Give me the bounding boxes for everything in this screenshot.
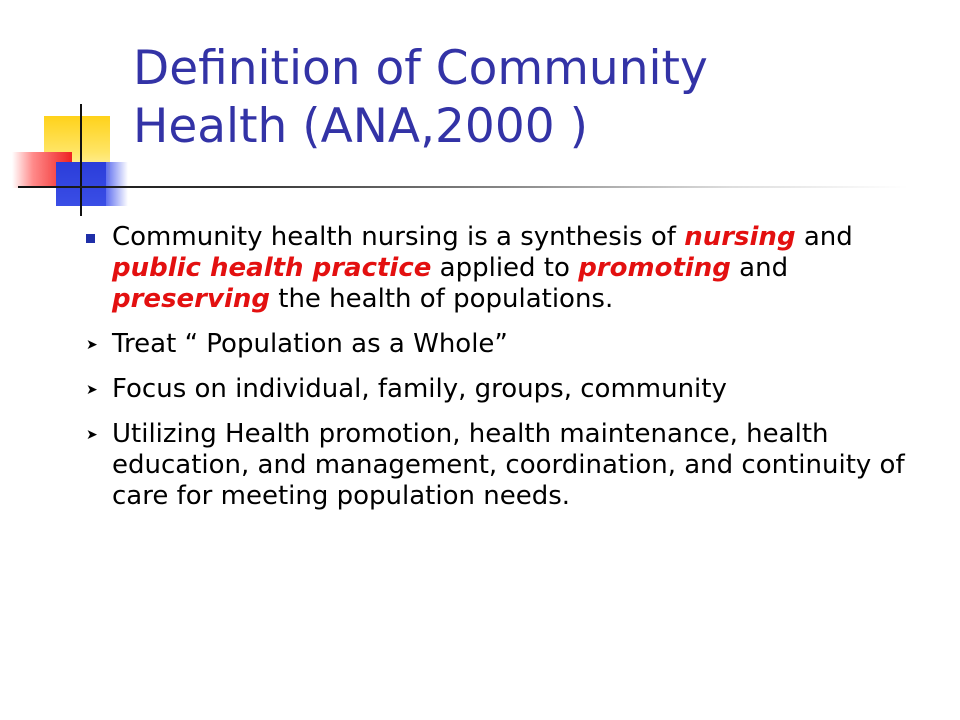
sub-bullet-item bbox=[86, 419, 936, 512]
main-text-1: Community health nursing is a synthesis of bbox=[112, 222, 685, 252]
emphasis-promoting: promoting bbox=[578, 253, 731, 283]
title-underline bbox=[18, 186, 908, 188]
decor-vertical-line bbox=[80, 104, 82, 216]
arrowhead-bullet-icon: ➤ bbox=[86, 382, 98, 398]
bullet-list bbox=[86, 222, 936, 512]
sub-bullet-text: Utilizing Health promotion, health maintenance, health education, and management, coordination, and continuity of care for meeting population needs. bbox=[112, 419, 905, 511]
emphasis-nursing: nursing bbox=[684, 222, 796, 252]
slide-title bbox=[133, 40, 933, 156]
sub-bullet-item bbox=[86, 374, 936, 405]
title-line-2: Health (ANA,2000 ) bbox=[133, 99, 588, 154]
sub-bullet-text: Treat “ Population as a Whole” bbox=[112, 329, 508, 359]
main-text-4: and bbox=[730, 253, 789, 283]
main-bullet-item bbox=[86, 222, 936, 315]
arrowhead-bullet-icon: ➤ bbox=[86, 337, 98, 353]
arrowhead-bullet-icon: ➤ bbox=[86, 427, 98, 443]
main-text-2: and bbox=[795, 222, 853, 252]
title-line-1: Definition of Community bbox=[133, 41, 708, 96]
sub-bullet-text: Focus on individual, family, groups, community bbox=[112, 374, 727, 404]
square-bullet-icon bbox=[86, 234, 95, 243]
sub-bullet-item bbox=[86, 329, 936, 360]
emphasis-public-health-practice: public health practice bbox=[112, 253, 432, 283]
emphasis-preserving: preserving bbox=[112, 284, 270, 314]
main-text-3: applied to bbox=[431, 253, 579, 283]
decor-blue-fade bbox=[106, 162, 128, 206]
main-text-5: the health of populations. bbox=[269, 284, 614, 314]
